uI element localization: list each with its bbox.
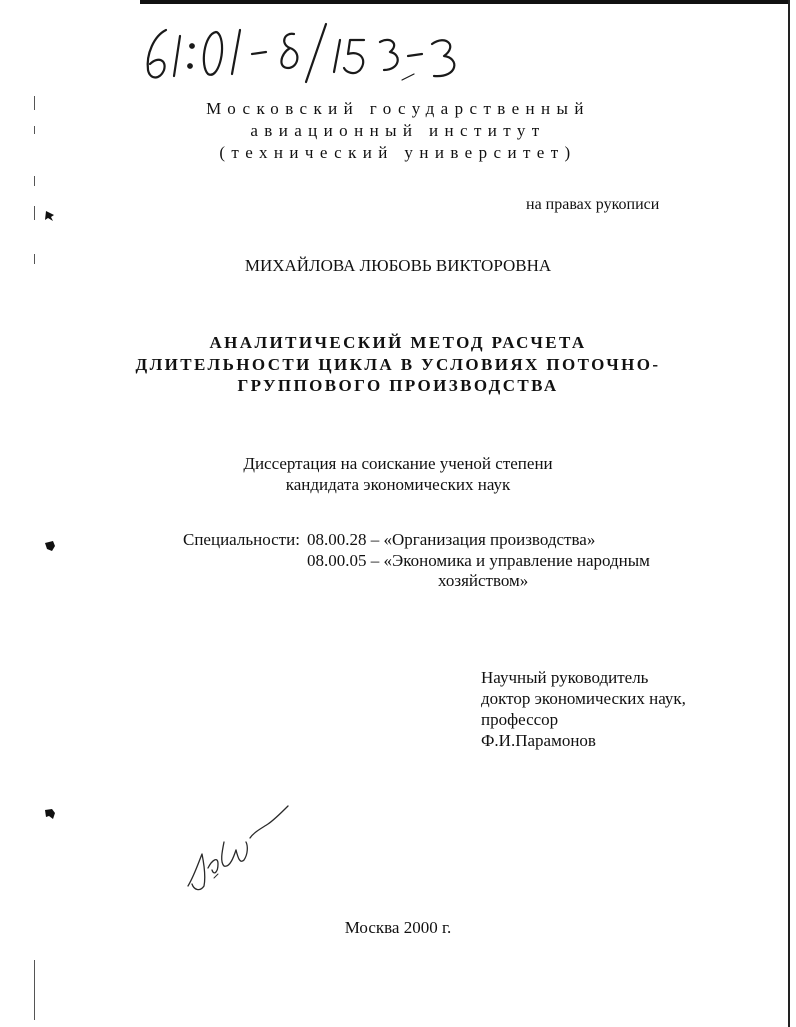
- dissertation-degree-line-2: кандидата экономических наук: [285, 475, 511, 494]
- thesis-title-line-2: ДЛИТЕЛЬНОСТИ ЦИКЛА В УСЛОВИЯХ ПОТОЧНО-: [135, 355, 661, 374]
- binding-hole-icon: [44, 808, 56, 820]
- author-name: МИХАЙЛОВА ЛЮБОВЬ ВИКТОРОВНА: [244, 256, 552, 275]
- advisor-title: профессор: [481, 710, 559, 729]
- binding-hole-icon: [44, 540, 56, 552]
- manuscript-note: на правах рукописи: [526, 196, 660, 213]
- scan-margin-mark: [34, 960, 35, 1020]
- institute-name-line-3: (технический университет): [219, 143, 577, 162]
- scan-margin-mark: [34, 206, 35, 220]
- thesis-title-line-3: ГРУППОВОГО ПРОИЗВОДСТВА: [237, 376, 559, 395]
- thesis-title-line-1: АНАЛИТИЧЕСКИЙ МЕТОД РАСЧЕТА: [209, 333, 587, 352]
- scan-top-edge: [140, 0, 788, 4]
- advisor-degree: доктор экономических наук,: [481, 689, 686, 708]
- advisor-name: Ф.И.Парамонов: [481, 731, 596, 750]
- binding-hole-icon: [44, 210, 56, 222]
- scientific-advisor-block: [481, 667, 686, 751]
- city-and-year: Москва 2000 г.: [344, 918, 452, 937]
- specialty-item-2-continued: хозяйством»: [438, 571, 529, 590]
- handwritten-catalog-number: [128, 10, 528, 90]
- advisor-role: Научный руководитель: [481, 668, 649, 687]
- specialty-item-2: 08.00.05 – «Экономика и управление народным: [307, 551, 650, 570]
- scan-margin-mark: [34, 176, 35, 186]
- handwritten-signature: [184, 798, 294, 898]
- institute-name-line-2: авиационный институт: [250, 121, 546, 140]
- institute-name-line-1: Московский государственный: [206, 99, 590, 118]
- specialties-label: Специальности:: [183, 530, 300, 549]
- specialty-item-1: 08.00.28 – «Организация производства»: [307, 530, 596, 549]
- dissertation-degree-line-1: Диссертация на соискание ученой степени: [243, 454, 553, 473]
